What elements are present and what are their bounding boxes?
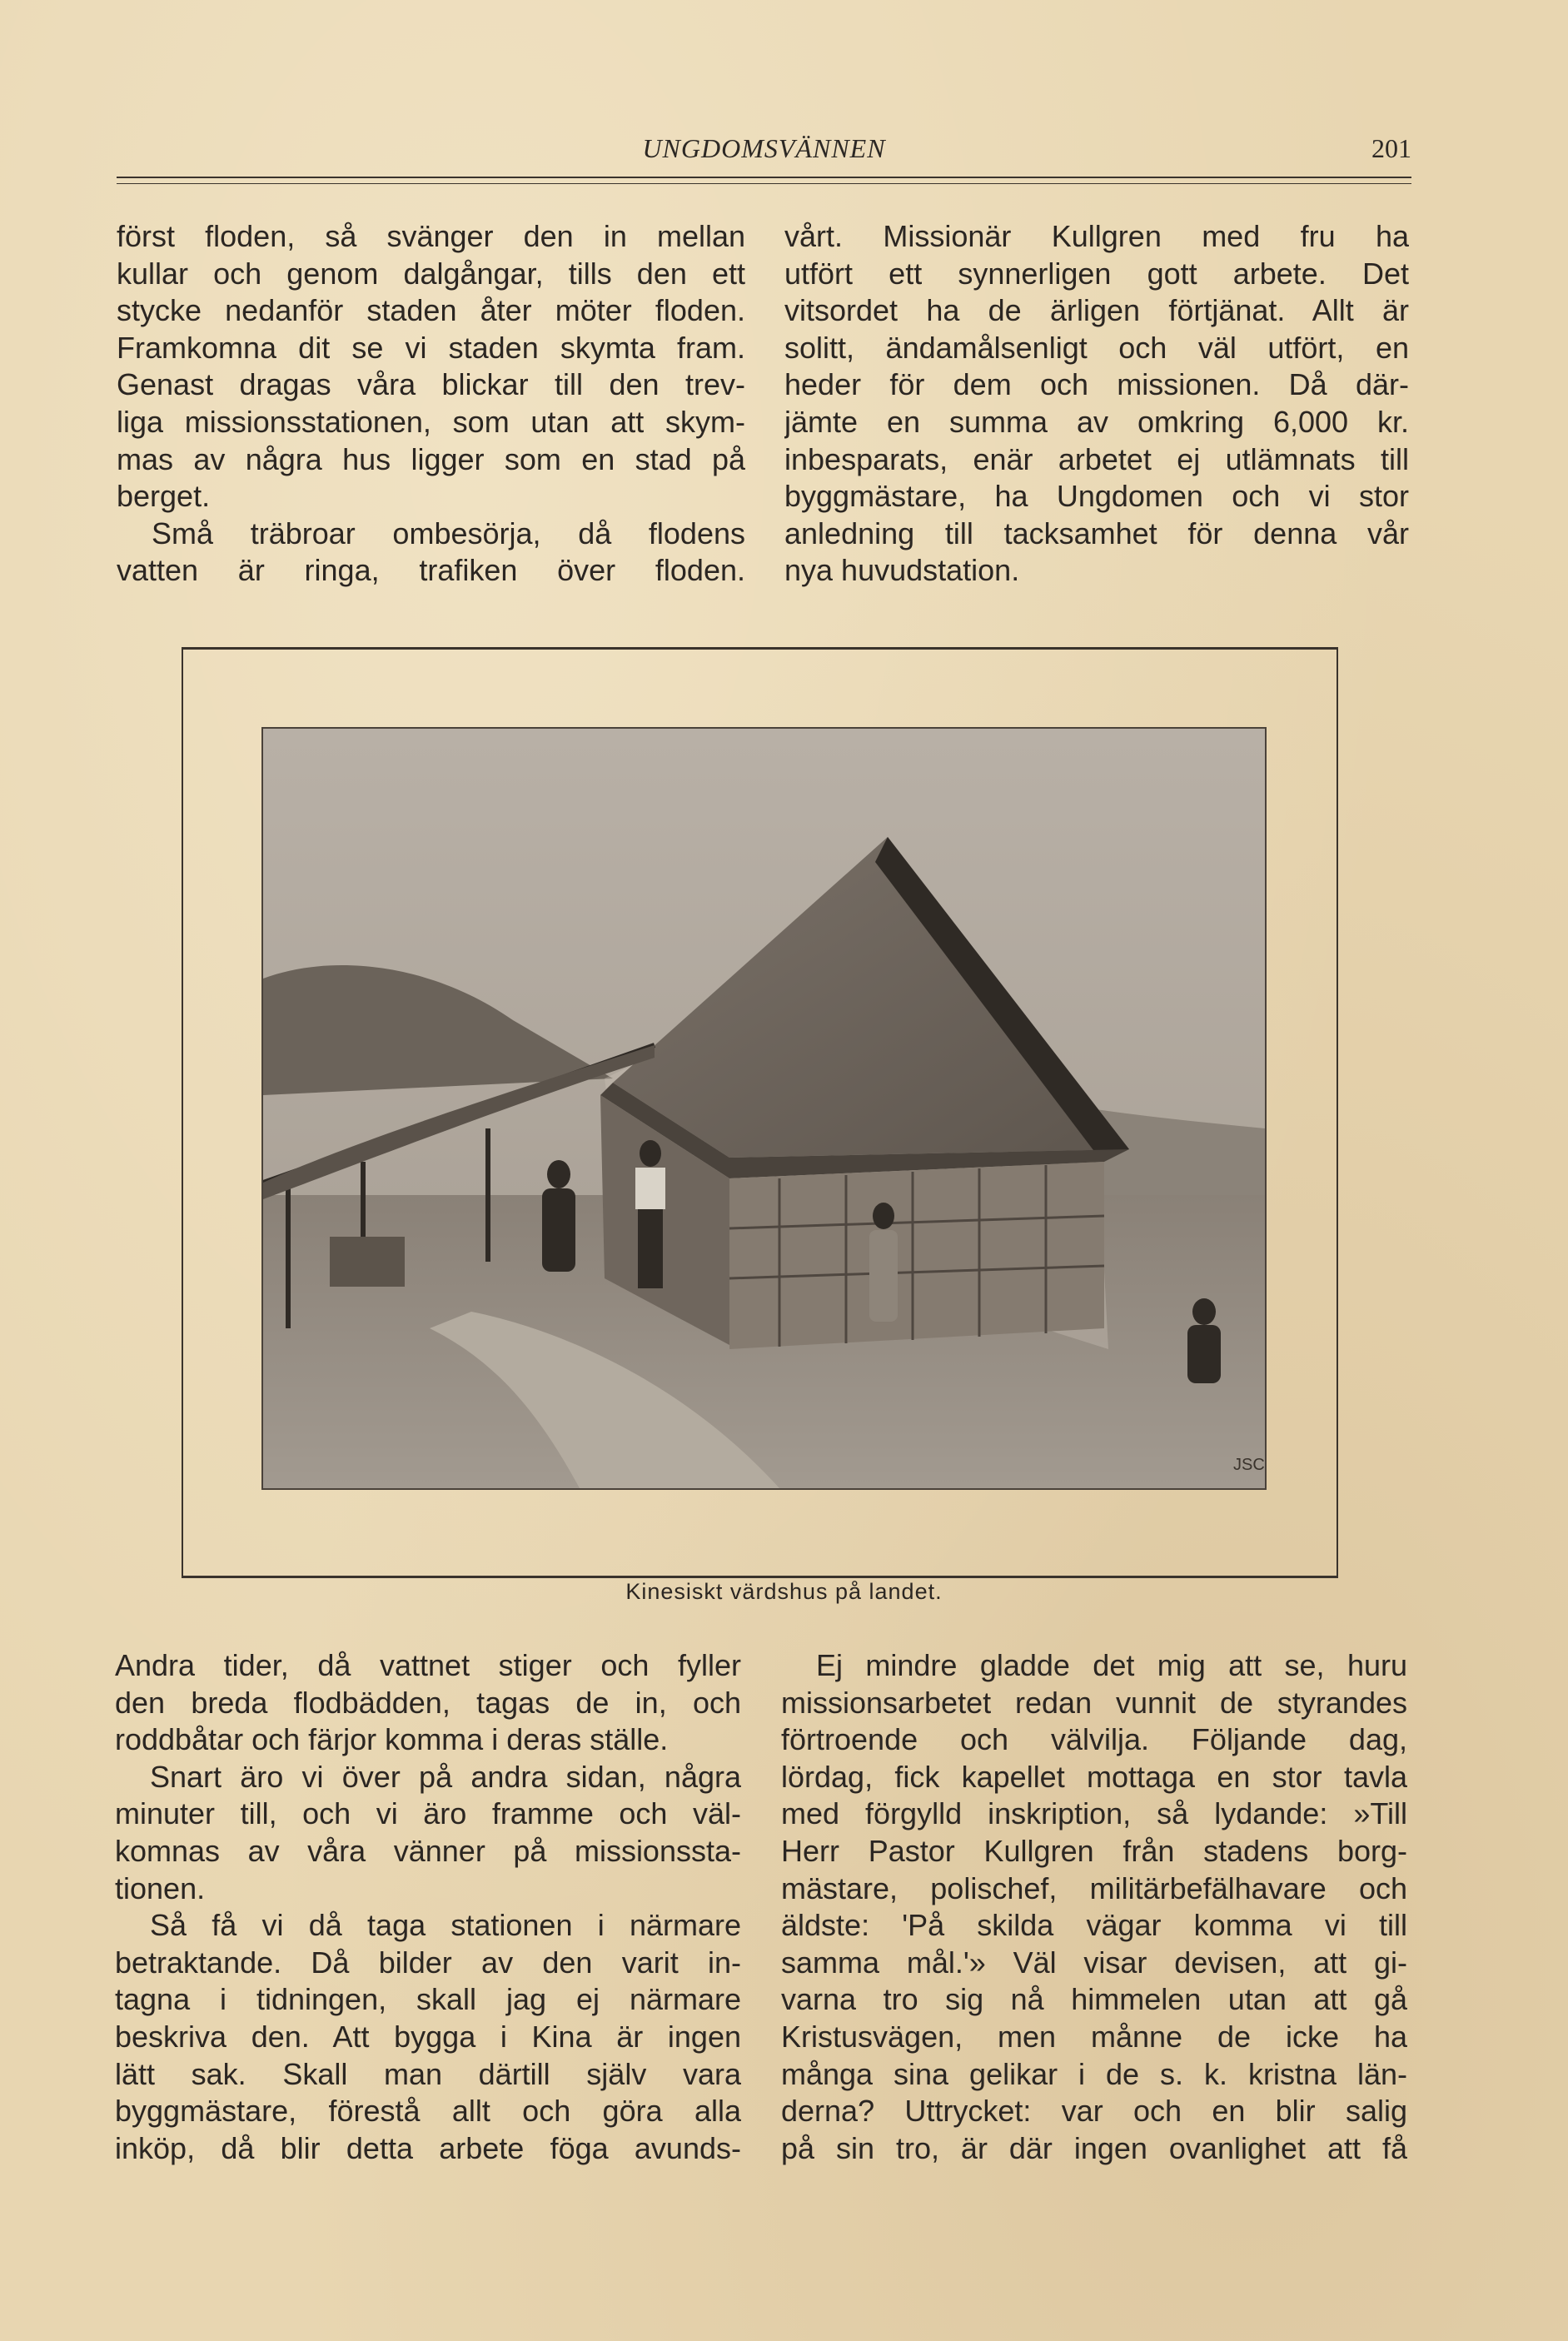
text-line: mas av några hus ligger som en stad på: [117, 441, 745, 476]
text-line: samma mål.'» Väl visar devisen, att gi-: [781, 1945, 1407, 1980]
text-line: byggmästare, ha Ungdomen och vi stor: [784, 479, 1409, 514]
text-line: Andra tider, då vattnet stiger och fyller: [115, 1648, 741, 1682]
text-line: Genast dragas våra blickar till den trev-: [117, 367, 745, 402]
text-line: med förgylld inskription, så lydande: »Till: [781, 1796, 1407, 1831]
text-line: tionen.: [115, 1870, 206, 1905]
person-body: [1187, 1325, 1221, 1383]
bottom-right-column: [781, 1647, 1407, 2167]
text-line: missionsarbetet redan vunnit de styrandes: [781, 1685, 1407, 1720]
header-rule: [117, 177, 1411, 178]
paragraph: [117, 516, 745, 590]
text-line: komnas av våra vänner på missionssta-: [115, 1833, 741, 1868]
text-line: liga missionsstationen, som utan att skym-: [117, 404, 745, 439]
text-line: lördag, fick kapellet mottaga en stor tavla: [781, 1759, 1407, 1794]
person-body: [869, 1230, 898, 1322]
text-line: vitsordet ha de ärligen förtjänat. Allt är: [784, 293, 1409, 328]
person-head: [547, 1160, 570, 1188]
person-body: [542, 1188, 575, 1272]
text-line: inbesparats, enär arbetet ej utlämnats till: [784, 441, 1409, 476]
paragraph: [781, 1647, 1407, 2167]
page-number: 201: [1371, 133, 1411, 163]
page-header: [117, 133, 1411, 192]
person-head: [640, 1140, 661, 1167]
text-line: tagna i tidningen, skall jag ej närmare: [115, 1982, 741, 2017]
paragraph: [784, 218, 1409, 590]
paragraph: [115, 1907, 741, 2167]
text-line: på sin tro, är där ingen ovanlighet att få: [781, 2130, 1407, 2165]
text-line: heder för dem och missionen. Då där-: [784, 367, 1409, 402]
text-line: kullar och genom dalgångar, tills den ett: [117, 256, 745, 291]
photographer-signature: JSC: [1233, 1456, 1265, 1474]
text-line: Framkomna dit se vi staden skymta fram.: [117, 330, 745, 365]
text-line: beskriva den. Att bygga i Kina är ingen: [115, 2019, 741, 2054]
house-front-wall: [729, 1162, 1104, 1349]
text-line: utfört ett synnerligen gott arbete. Det: [784, 256, 1409, 291]
photo-illustration: [263, 729, 1265, 1488]
paragraph: [115, 1759, 741, 1907]
text-line: byggmästare, förestå allt och göra alla: [115, 2094, 741, 2129]
paragraph: [117, 218, 745, 516]
text-line: Herr Pastor Kullgren från stadens borg-: [781, 1833, 1407, 1868]
photograph-inn: [261, 727, 1267, 1490]
text-line: nya huvudstation.: [784, 553, 1020, 588]
text-line: stycke nedanför staden åter möter floden.: [117, 293, 745, 328]
text-line: varna tro sig nå himmelen utan att gå: [781, 1982, 1407, 2017]
paragraph: [115, 1647, 741, 1759]
text-line: vatten är ringa, trafiken över floden.: [117, 553, 745, 588]
text-line: Så få vi då taga stationen i närmare: [150, 1908, 741, 1943]
text-line: förtroende och välvilja. Följande dag,: [781, 1722, 1407, 1757]
text-line: jämte en summa av omkring 6,000 kr.: [784, 404, 1409, 439]
text-line: roddbåtar och färjor komma i deras ställe.: [115, 1722, 669, 1757]
running-title: UNGDOMSVÄNNEN: [642, 133, 886, 163]
text-line: Snart äro vi över på andra sidan, några: [150, 1759, 741, 1794]
person-legs: [638, 1209, 663, 1288]
text-line: äldste: 'På skilda vägar komma vi till: [781, 1908, 1407, 1943]
text-line: anledning till tacksamhet för denna vår: [784, 516, 1409, 550]
text-line: lätt sak. Skall man därtill själv vara: [115, 2056, 741, 2091]
text-line: först floden, så svänger den in mellan: [117, 219, 745, 253]
text-line: Kristusvägen, men månne de icke ha: [781, 2019, 1407, 2054]
photo-caption: Kinesiskt värdshus på landet.: [625, 1579, 943, 1604]
header-rule-thin: [117, 183, 1411, 184]
text-line: många sina gelikar i de s. k. kristna län-: [781, 2056, 1407, 2091]
text-line: betraktande. Då bilder av den varit in-: [115, 1945, 741, 1980]
person-head: [873, 1203, 894, 1229]
text-line: Små träbroar ombesörja, då flodens: [152, 516, 745, 550]
text-line: inköp, då blir detta arbete föga avunds-: [115, 2130, 741, 2165]
text-line: den breda flodbädden, tagas de in, och: [115, 1685, 741, 1720]
table: [330, 1237, 405, 1287]
person-head: [1192, 1298, 1216, 1325]
text-line: mästare, polischef, militärbefälhavare och: [781, 1870, 1407, 1905]
text-line: minuter till, och vi äro framme och väl-: [115, 1796, 741, 1831]
bottom-left-column: [115, 1647, 741, 2167]
text-line: Ej mindre gladde det mig att se, huru: [816, 1648, 1407, 1682]
text-line: berget.: [117, 479, 211, 514]
text-line: derna? Uttrycket: var och en blir salig: [781, 2094, 1407, 2129]
person-white-shirt: [635, 1168, 665, 1209]
top-left-column: [117, 218, 745, 590]
text-line: vårt. Missionär Kullgren med fru ha: [784, 219, 1409, 253]
top-right-column: [784, 218, 1409, 590]
text-line: solitt, ändamålsenligt och väl utfört, en: [784, 330, 1409, 365]
